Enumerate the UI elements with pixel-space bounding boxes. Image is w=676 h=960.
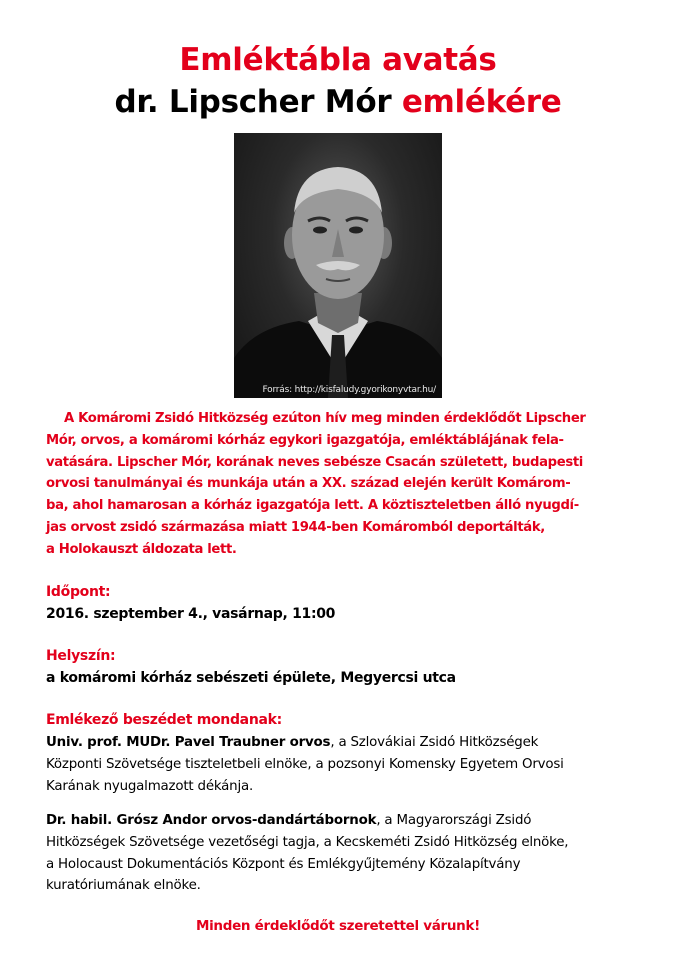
speaker-1-line: Karának nyugalmazott dékánja. — [46, 778, 254, 794]
title-name: dr. Lipscher Mór — [114, 84, 392, 120]
speaker-2-line1-rest: , a Magyarországi Zsidó — [376, 813, 532, 828]
speakers-heading — [46, 710, 646, 732]
speaker-2-line: kuratóriumának elnöke. — [46, 878, 201, 894]
intro-line: ba, ahol hamarosan a kórház igazgatója lett. A köztiszteletben álló nyugdí- — [46, 498, 579, 514]
speaker-1 — [46, 732, 646, 797]
intro-line: Mór, orvos, a komáromi kórház egykori igazgatója, emléktáblájának fela- — [46, 432, 564, 448]
intro-line: orvosi tanulmányai és munkája után a XX. század elején került Komárom- — [46, 476, 571, 492]
place-value: a komáromi kórház sebészeti épülete, Megyercsi utca — [46, 669, 456, 686]
title-suffix: emlékére — [401, 84, 562, 120]
time-section — [46, 582, 646, 626]
speakers-label: Emlékező beszédet mondanak: — [46, 712, 282, 728]
intro-line: vatására. Lipscher Mór, korának neves sebésze Csacán született, budapesti — [46, 454, 583, 470]
intro-line: A Komáromi Zsidó Hitközség ezúton hív meg minden érdeklődőt Lipscher — [64, 411, 586, 426]
speaker-1-name: Univ. prof. MUDr. Pavel Traubner orvos — [46, 735, 331, 750]
title-line-2 — [0, 82, 676, 122]
speaker-1-line — [46, 732, 646, 754]
speaker-2-line — [46, 810, 646, 832]
photo-source-caption: Forrás: http://kisfaludy.gyorikonyvtar.hu/ — [262, 385, 436, 395]
closing-invitation: Minden érdeklődőt szeretettel várunk! — [195, 918, 481, 934]
intro-paragraph — [46, 408, 640, 561]
intro-line: a Holokauszt áldozata lett. — [46, 541, 237, 557]
speaker-2-line: a Holocaust Dokumentációs Központ és Emlékgyűjtemény Közalapítvány — [46, 856, 521, 872]
speaker-1-line: Központi Szövetsége tiszteletbeli elnöke, a pozsonyi Komensky Egyetem Orvosi — [46, 756, 564, 772]
place-label: Helyszín: — [46, 648, 116, 664]
time-label: Időpont: — [46, 584, 111, 600]
speaker-1-line1-rest: , a Szlovákiai Zsidó Hitközségek — [330, 735, 539, 750]
intro-line: jas orvost zsidó származása miatt 1944-ben Komáromból deportálták, — [46, 519, 545, 535]
speaker-2-line: Hitközségek Szövetsége vezetőségi tagja, a Kecskeméti Zsidó Hitközség elnöke, — [46, 834, 569, 850]
place-section — [46, 646, 646, 690]
speaker-2 — [46, 810, 646, 897]
speaker-2-name: Dr. habil. Grósz Andor orvos-dandártábornok — [46, 813, 377, 828]
portrait-illustration — [234, 133, 442, 398]
portrait-photo — [234, 133, 442, 398]
time-value: 2016. szeptember 4., vasárnap, 11:00 — [46, 605, 336, 622]
title-line-1: Emléktábla avatás — [179, 42, 497, 78]
